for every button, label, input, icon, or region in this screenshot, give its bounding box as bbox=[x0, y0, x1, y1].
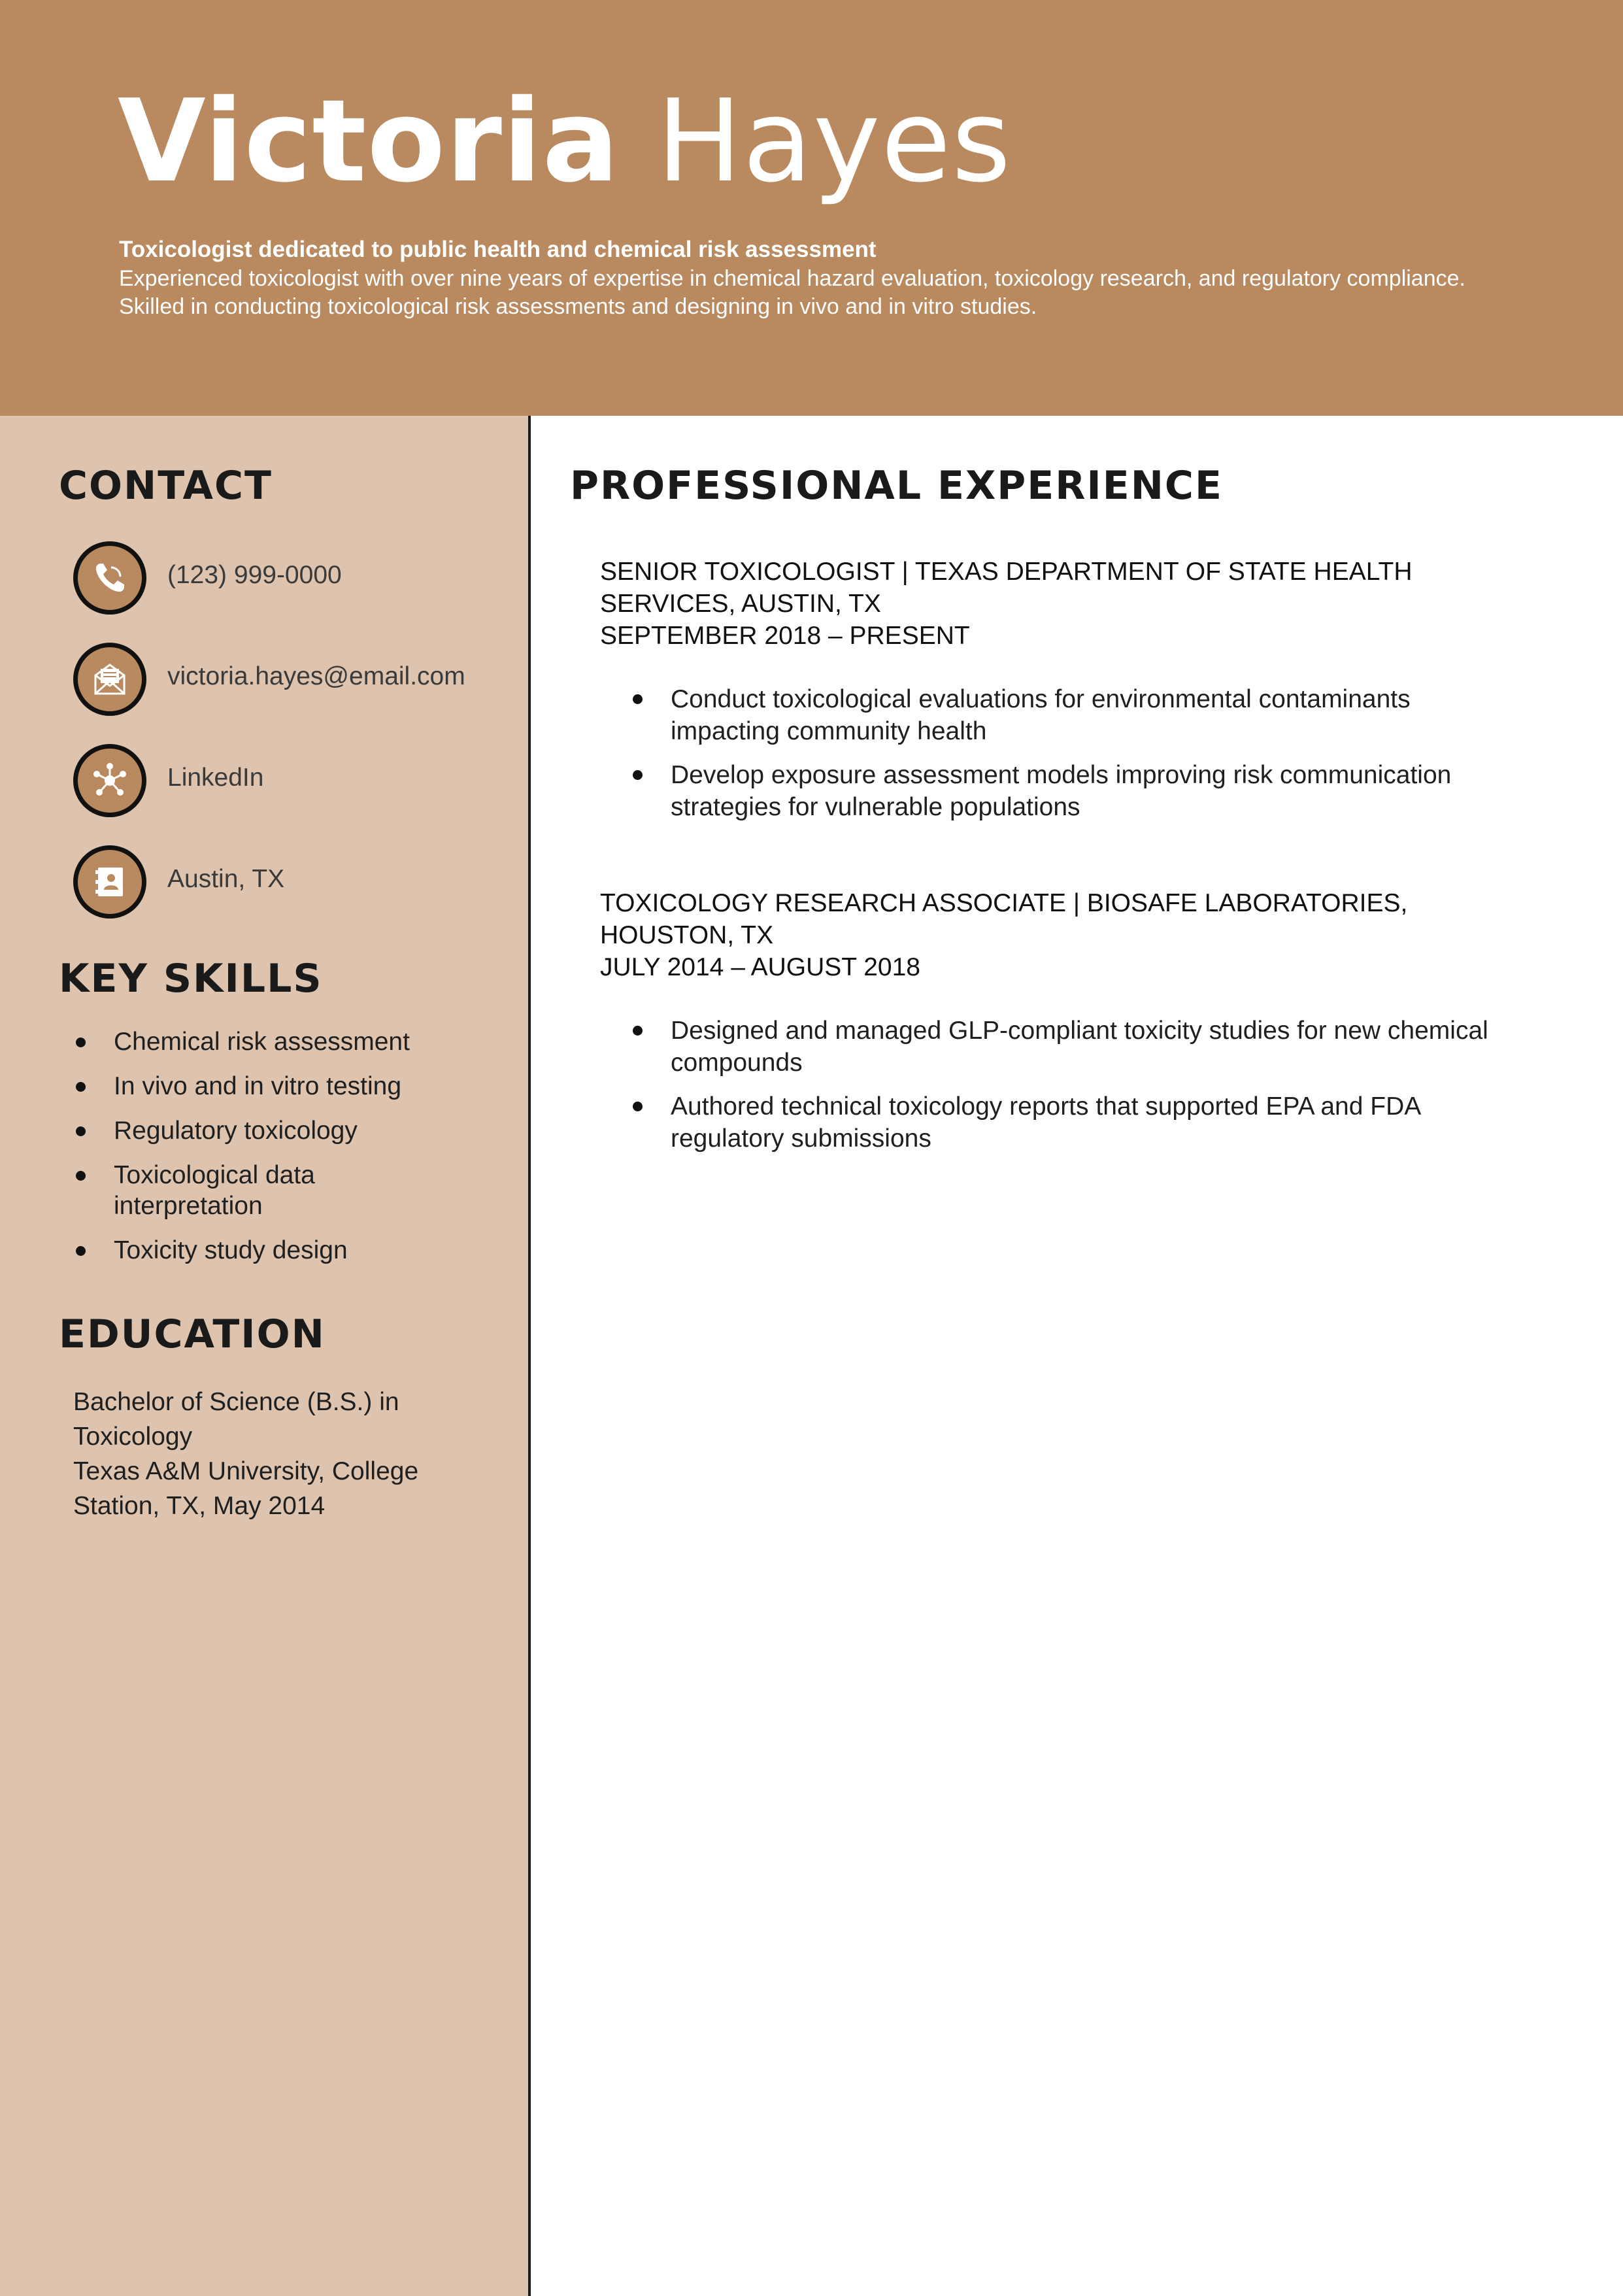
job-bullets bbox=[600, 1015, 1515, 1155]
education-entry bbox=[73, 1385, 465, 1523]
skill-item: Regulatory toxicology bbox=[73, 1115, 518, 1146]
summary: Experienced toxicologist with over nine years of expertise in chemical hazard evaluation, toxicology research, and regulatory compliance. Skilled in conducting toxicological risk assessments and designing in vivo and in vitro studies. bbox=[119, 266, 1465, 319]
contact-title: CONTACT bbox=[59, 463, 273, 509]
headline: Toxicologist dedicated to public health and chemical risk assessment bbox=[119, 237, 877, 262]
skill-item: Chemical risk assessment bbox=[73, 1026, 518, 1057]
contact-location bbox=[73, 845, 524, 919]
job-entry bbox=[600, 556, 1515, 835]
phone-text[interactable]: (123) 999-0000 bbox=[167, 561, 342, 589]
contact-phone bbox=[73, 541, 524, 615]
job-bullet: Develop exposure assessment models improving risk communication strategies for vulnerable populations bbox=[600, 759, 1515, 823]
network-icon bbox=[73, 744, 146, 817]
address-book-icon bbox=[73, 845, 146, 919]
job-entry bbox=[600, 887, 1515, 1166]
email-text[interactable]: victoria.hayes@email.com bbox=[167, 662, 465, 690]
skill-item: Toxicological data interpretation bbox=[73, 1160, 362, 1221]
education-title: EDUCATION bbox=[59, 1311, 326, 1357]
last-name: Hayes bbox=[656, 75, 1012, 208]
phone-icon bbox=[73, 541, 146, 615]
job-heading: TOXICOLOGY RESEARCH ASSOCIATE | BIOSAFE LABORATORIES, HOUSTON, TX bbox=[600, 889, 1408, 949]
contact-linkedin bbox=[73, 744, 524, 817]
job-bullets bbox=[600, 683, 1515, 823]
candidate-name bbox=[118, 75, 1012, 208]
job-bullet: Conduct toxicological evaluations for environmental contaminants impacting community health bbox=[600, 683, 1515, 747]
skills-list bbox=[73, 1026, 518, 1279]
education-degree: Bachelor of Science (B.S.) in Toxicology bbox=[73, 1388, 399, 1451]
job-bullet: Authored technical toxicology reports that supported EPA and FDA regulatory submissions bbox=[600, 1090, 1515, 1155]
column-divider bbox=[528, 416, 531, 2296]
contact-email bbox=[73, 643, 524, 716]
header-banner bbox=[0, 0, 1623, 416]
linkedin-text[interactable]: LinkedIn bbox=[167, 764, 264, 792]
first-name: Victoria bbox=[118, 75, 620, 208]
job-dates: JULY 2014 – AUGUST 2018 bbox=[600, 953, 920, 981]
location-text: Austin, TX bbox=[167, 865, 285, 893]
job-dates: SEPTEMBER 2018 – PRESENT bbox=[600, 622, 970, 650]
skill-item: In vivo and in vitro testing bbox=[73, 1071, 518, 1102]
education-school: Texas A&M University, College Station, TX, May 2014 bbox=[73, 1457, 419, 1520]
skills-title: KEY SKILLS bbox=[59, 956, 323, 1002]
job-bullet: Designed and managed GLP-compliant toxicity studies for new chemical compounds bbox=[600, 1015, 1515, 1079]
envelope-icon bbox=[73, 643, 146, 716]
job-heading: SENIOR TOXICOLOGIST | TEXAS DEPARTMENT OF STATE HEALTH SERVICES, AUSTIN, TX bbox=[600, 558, 1413, 618]
skill-item: Toxicity study design bbox=[73, 1235, 518, 1266]
experience-title: PROFESSIONAL EXPERIENCE bbox=[570, 463, 1223, 509]
